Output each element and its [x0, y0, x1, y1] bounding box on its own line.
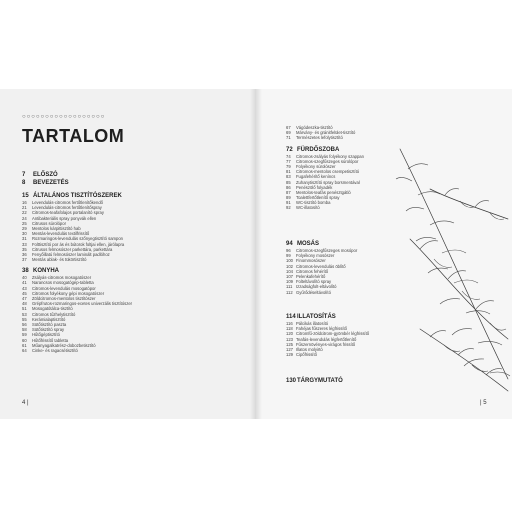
- page-ref: 79: [286, 163, 291, 169]
- entry-title: Folyékony súrolószer: [296, 163, 336, 169]
- page-ref: 53: [22, 311, 27, 317]
- entry-title: Citrusos súrolópor: [32, 220, 66, 226]
- entry-title: Citromos-szegfűszeges súrolópor: [296, 158, 359, 164]
- entry-title: Mentás ablak- és tükörtisztító: [32, 257, 87, 263]
- entry-title: Hűtőgéptisztító: [32, 332, 60, 338]
- entry-title: Citromos folyékony gépi mosogatószer: [32, 290, 105, 296]
- entry-title: Mentolos kárpittisztító hab: [32, 225, 81, 231]
- page-ref: 48: [22, 301, 27, 307]
- toc-entry: [286, 290, 357, 295]
- page-ref: 125: [286, 341, 293, 347]
- page-ref: 56: [22, 321, 27, 327]
- toc-section: [22, 179, 132, 187]
- entry-title: Pálcikás illatosító: [296, 321, 329, 326]
- page-ref: 112: [286, 289, 293, 295]
- entry-title: Zöldcitromos-mentolos tisztítószer: [32, 296, 96, 301]
- entry-title: Mentás-levendulás textilfrissítő: [32, 231, 90, 237]
- entry-title: Sütőtisztító spray: [32, 327, 65, 333]
- entry-title: Zsályás-citromos mosogatószer: [32, 275, 92, 281]
- entry-title: Citromos-levendulás öblítő: [296, 263, 346, 269]
- toc-section: [286, 377, 343, 385]
- page-ref: 74: [286, 153, 291, 159]
- toc-section: [22, 192, 132, 200]
- page-ref: 114: [286, 314, 296, 320]
- page-ref: 35: [22, 246, 27, 252]
- page-ref: 111: [286, 284, 293, 290]
- entry-title: Mosogatótálca-tisztító: [32, 306, 73, 312]
- page-ref: 30: [22, 231, 27, 237]
- page-ref: 45: [22, 290, 27, 296]
- page-ref: 69: [286, 130, 291, 136]
- page-ref: 104: [286, 268, 293, 274]
- entry-title: Levendulás-citromos fertőtlenítőspray: [32, 205, 102, 211]
- page-ref: 96: [286, 248, 291, 253]
- entry-title: Sütőtisztító paszta: [32, 321, 67, 327]
- entry-title: Folteltávolító spray: [296, 279, 332, 285]
- entry-title: Citromos-szegfűszeges mosópor: [296, 248, 358, 253]
- section-title: ILLATOSÍTÁS: [297, 314, 336, 320]
- page-ref: 15: [22, 193, 29, 199]
- entry-title: Antibakteriális spray ponyvák ellen: [32, 215, 97, 221]
- toc-entry: [22, 348, 132, 353]
- section-title: TÁRGYMUTATÓ: [297, 378, 343, 384]
- entry-title: Vágódeszka-tisztító: [296, 125, 333, 130]
- entry-title: Citromos-zsályás folyékony szappan: [296, 153, 364, 159]
- rosemary-illustration: [390, 129, 512, 419]
- entry-title: Toalettfertőtlenítő spray: [296, 195, 340, 201]
- toc-right-section-illatositas: [286, 313, 369, 357]
- toc-section: [286, 313, 369, 321]
- entry-title: Penészölő folyadék: [296, 184, 333, 190]
- page-ref: 91: [286, 200, 291, 206]
- entry-title: Kerámialaptisztító: [32, 316, 66, 322]
- entry-title: Fenyőillatú felmosószer laminált padlóhoz: [32, 251, 110, 257]
- page-ref: 47: [22, 296, 27, 301]
- entry-title: Cipőfrissítő: [296, 352, 317, 358]
- entry-title: Fugafehérítő keníncs: [296, 174, 336, 180]
- entry-title: Folyékony mosószer: [296, 253, 335, 259]
- entry-title: Izzadságfolt-eltávolító: [296, 284, 337, 290]
- page-ref: 107: [286, 273, 293, 279]
- section-title: ÁLTALÁNOS TISZTÍTÓSZEREK: [33, 193, 122, 199]
- book-gutter: [250, 89, 262, 419]
- page-ref: 38: [22, 268, 29, 275]
- entry-title: Rozmaringos-levendulás szőnyegtisztító sampon: [32, 236, 124, 242]
- decorative-circles: ○○○○○○○○○○○○○○○○○○: [22, 114, 106, 120]
- toc-right-continued: [286, 125, 364, 211]
- entry-title: Illatos molyirtó: [296, 346, 323, 352]
- page-ref: 43: [22, 285, 27, 291]
- entry-title: Narancsos mosogatógép-tabletta: [32, 280, 94, 286]
- page-ref: 33: [22, 241, 27, 247]
- page-ref: 8: [22, 180, 26, 186]
- page-ref: 7: [22, 172, 26, 178]
- entry-title: Mentolos-teafás penésztgátló: [296, 189, 351, 195]
- entry-title: Hűtőfrissítő tabletta: [32, 337, 69, 343]
- page-ref: 59: [22, 332, 27, 338]
- page-ref: 77: [286, 158, 291, 164]
- page-ref: 71: [286, 135, 291, 141]
- page-ref: 24: [22, 215, 27, 221]
- toc-section: [286, 146, 364, 154]
- page-number-left: 4 |: [22, 400, 29, 406]
- page-ref: 61: [22, 342, 27, 348]
- page-ref: 85: [286, 179, 291, 185]
- page-ref: 118: [286, 326, 293, 332]
- page-ref: 72: [286, 146, 293, 153]
- entry-title: Cinke- és ragacsétisztító: [32, 347, 78, 353]
- toc-section: [286, 240, 357, 248]
- page-ref: 29: [22, 225, 27, 231]
- page-ref: 36: [22, 251, 27, 257]
- page-ref: 51: [22, 306, 27, 312]
- page-ref: 60: [22, 337, 27, 343]
- entry-title: Finommosószer: [296, 258, 326, 264]
- page-ref: 100: [286, 258, 293, 264]
- page-ref: 16: [22, 200, 27, 205]
- page-ref: 40: [22, 275, 27, 281]
- page-ref: 87: [286, 189, 291, 195]
- section-title: BEVEZETÉS: [33, 180, 69, 186]
- page-ref: 116: [286, 321, 293, 326]
- toc-right-section-targymutato: [286, 377, 343, 385]
- entry-title: Citromos-teafafolajos portalanító spray: [32, 210, 104, 216]
- toc-left-column: [22, 171, 132, 353]
- entry-title: Citromfű-zöldcitrom-gyömbér légfrissítő: [296, 331, 370, 337]
- page-ref: 22: [22, 210, 27, 216]
- page-ref: 58: [22, 327, 27, 333]
- page-ref: 83: [286, 174, 291, 180]
- page-ref: 102: [286, 263, 293, 269]
- entry-title: Folttisztító por ás és bútorok foltjai ellen, járólapra: [32, 241, 125, 247]
- entry-title: Citromos fehérítő: [296, 268, 329, 274]
- entry-title: Zuhanytisztító spray borsmentával: [296, 179, 360, 185]
- page-ref: 127: [286, 346, 293, 352]
- page-ref: 120: [286, 331, 293, 337]
- page-ref: 123: [286, 336, 293, 342]
- entry-title: Teafás-levendulás légfertőtlenítő: [296, 336, 357, 342]
- toc-section: [22, 171, 132, 179]
- page-ref: 94: [286, 241, 293, 247]
- entry-title: Citromos-levendulás mosogatópor: [32, 285, 96, 291]
- page-ref: 41: [22, 280, 27, 286]
- page-ref: 109: [286, 279, 293, 285]
- entry-title: Fűszernövényes-virágos frissítő: [296, 341, 356, 347]
- toc-entry: [286, 352, 369, 357]
- page-ref: 31: [22, 236, 27, 242]
- page-ref: 21: [22, 205, 27, 211]
- entry-title: Műanyagalkatrész-dobozbetisztító: [32, 342, 96, 348]
- book-spread: [0, 89, 512, 419]
- page-ref: 37: [22, 257, 27, 263]
- page-number-right: | 5: [480, 400, 487, 406]
- toc-right-section-mosas: [286, 240, 357, 295]
- toc-section: [22, 267, 132, 275]
- entry-title: Citrusos felmosószer parkettára, parkettára: [32, 246, 113, 252]
- entry-title: Pelenkafehérítő: [296, 273, 326, 279]
- page-title: TARTALOM: [22, 126, 125, 146]
- page-ref: 129: [286, 352, 293, 358]
- page-ref: 92: [286, 205, 291, 211]
- page-ref: 67: [286, 125, 291, 130]
- page-ref: 81: [286, 169, 291, 175]
- section-title: MOSÁS: [297, 241, 320, 247]
- section-title: FÜRDŐSZOBA: [297, 146, 340, 153]
- entry-title: Márvány- és gránitfelület-tisztító: [296, 130, 356, 136]
- entry-title: Citromos-mentolos csempetisztító: [296, 169, 360, 175]
- page-ref: 99: [286, 253, 291, 259]
- page-ref: 89: [286, 195, 291, 201]
- page-ref: 25: [22, 220, 27, 226]
- entry-title: Levendulás-citromos fertőtlenítőkendő: [32, 200, 103, 205]
- section-title: ELŐSZÓ: [33, 172, 58, 178]
- page-ref: 130: [286, 378, 297, 384]
- entry-title: WC-tisztító bomba: [296, 200, 331, 206]
- entry-title: Fahéjas fűszeres légfrissítő: [296, 326, 347, 332]
- entry-title: Citromos tűzhelytisztító: [32, 311, 76, 317]
- page-ref: 86: [286, 184, 291, 190]
- page-ref: 55: [22, 316, 27, 322]
- left-page: [0, 89, 256, 419]
- toc-entry: [286, 205, 364, 210]
- entry-title: Grépfrutos-rozmaringos-ecetes univerzális tisztítószer: [32, 301, 133, 307]
- entry-title: Természetes lefolytisztító: [296, 135, 343, 141]
- section-title: KONYHA: [33, 268, 60, 275]
- entry-title: Gyűrődéseltávolító: [296, 289, 331, 295]
- rosemary-sprig-icon: [390, 129, 512, 419]
- entry-title: WC-illatosító: [296, 205, 320, 211]
- page-ref: 64: [22, 347, 27, 353]
